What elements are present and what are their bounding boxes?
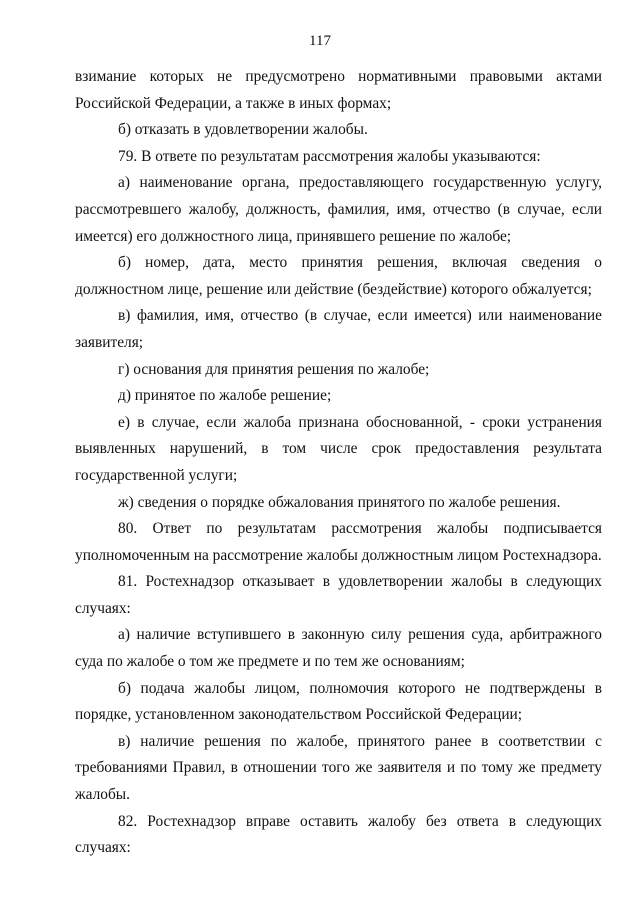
paragraph: в) наличие решения по жалобе, принятого ранее в соответствии с требованиями Правил, в отношении того же заявителя и по тому же предмету жалобы. (75, 732, 602, 804)
page-number: 117 (309, 33, 331, 49)
paragraph: б) номер, дата, место принятия решения, включая сведения о должностном лице, решение или действие (бездействие) которого обжалуется; (75, 254, 602, 298)
paragraph-item-82: 82. Ростехнадзор вправе оставить жалобу без ответа в следующих случаях: (75, 812, 602, 857)
paragraph: е) в случае, если жалоба признана обоснованной, - сроки устранения выявленных нарушений, в том числе срок предоставления результата государственной услуги; (75, 413, 602, 484)
paragraph: взимание которых не предусмотрено нормативными правовыми актами Российской Федерации, а также в иных формах; (75, 68, 602, 112)
paragraph: в) фамилия, имя, отчество (в случае, если имеется) или наименование заявителя; (75, 307, 602, 351)
paragraph-item-81: 81. Ростехнадзор отказывает в удовлетворении жалобы в следующих случаях: (75, 573, 602, 617)
paragraph: д) принятое по жалобе решение; (118, 387, 332, 405)
paragraph: г) основания для принятия решения по жалобе; (118, 360, 430, 378)
paragraph: а) наличие вступившего в законную силу решения суда, арбитражного суда по жалобе о том же предмете и по тем же основаниям; (75, 626, 602, 671)
document-body (75, 64, 602, 862)
paragraph-item-79: 79. В ответе по результатам рассмотрения жалобы указываются: (118, 147, 541, 165)
paragraph: а) наименование органа, предоставляющего государственную услугу, рассмотревшего жалобу, должность, фамилия, имя, отчество (в случае, если имеется) его должностного лица, принявшего решение по жалобе; (75, 174, 602, 245)
paragraph: ж) сведения о порядке обжалования принятого по жалобе решения. (118, 493, 561, 511)
paragraph: б) отказать в удовлетворении жалобы. (118, 121, 368, 139)
paragraph-item-80: 80. Ответ по результатам рассмотрения жалобы подписывается уполномоченным на рассмотрение жалобы должностным лицом Ростехнадзора. (75, 520, 602, 564)
paragraph: б) подача жалобы лицом, полномочия которого не подтверждены в порядке, установленном законодательством Российской Федерации; (75, 679, 602, 724)
